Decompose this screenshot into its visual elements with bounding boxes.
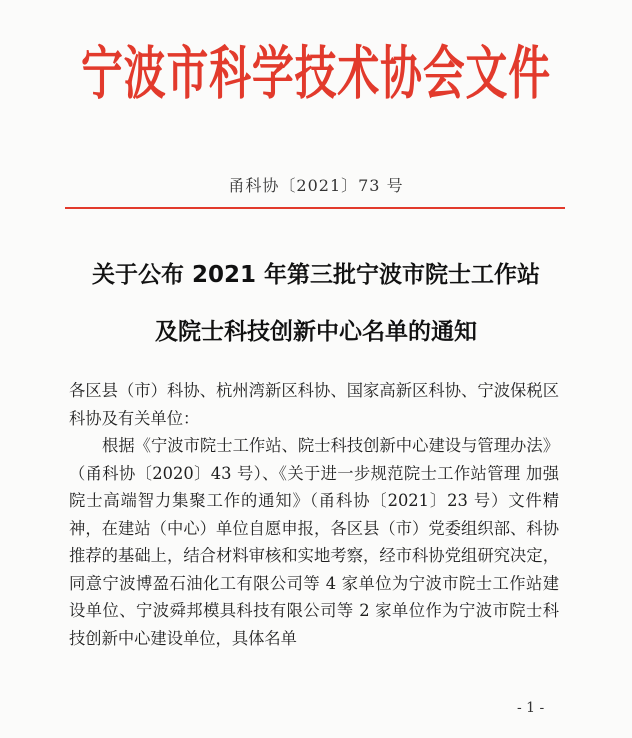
page-number: - 1 -: [517, 700, 545, 716]
notice-title-line-1: 关于公布 2021 年第三批宁波市院士工作站: [91, 262, 541, 288]
issuer-header-title: 宁波市科学技术协会文件: [81, 39, 551, 107]
notice-title-line-2: 及院士科技创新中心名单的通知: [155, 319, 477, 345]
body-paragraph: 根据《宁波市院士工作站、院士科技创新中心建设与管理办法》（甬科协〔2020〕43 号）、《关于进一步规范院士工作站管理 加强院士高端智力集聚工作的通知》（甬科协〔2021〕23 号）文件精神，在建站（中心）单位自愿申报，各区县（市）党委组织部、科协推荐的基础上，结合材料审核和实地考察，经市科协党组研究决定，同意宁波博盈石油化工有限公司等 4 家单位为宁波市院士工作站建设单位、宁波舜邦模具科技有限公司等 2 家单位作为宁波市院士科技创新中心建设单位，具体名单: [69, 436, 559, 648]
red-divider-line: [65, 207, 565, 209]
addressee-paragraph: 各区县（市）科协、杭州湾新区科协、国家高新区科协、宁波保税区科协及有关单位：: [69, 381, 559, 428]
document-number: 甬科协〔2021〕73 号: [228, 176, 404, 195]
